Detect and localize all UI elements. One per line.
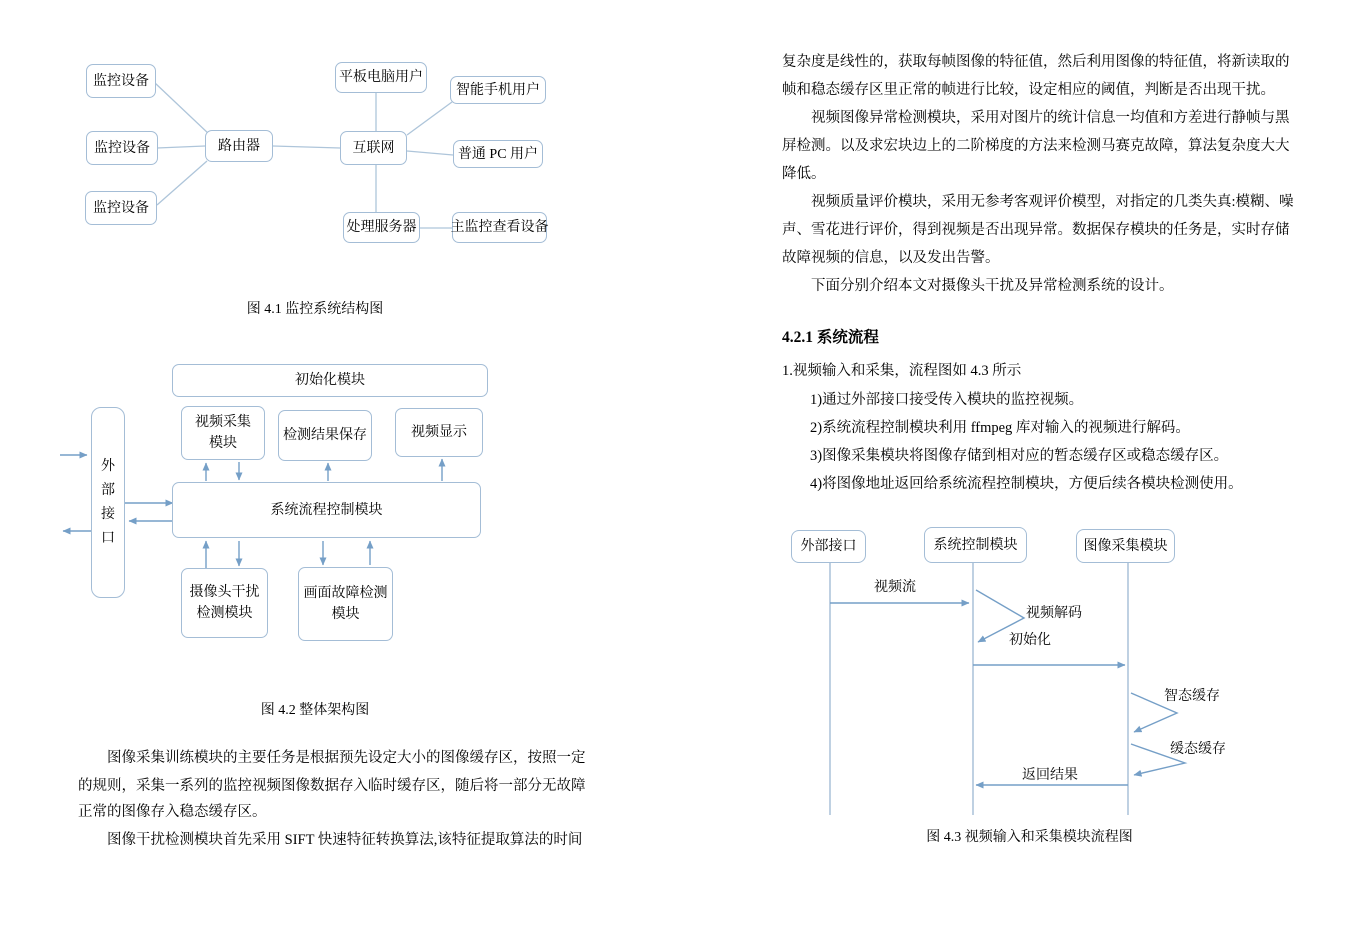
message-label-return-result: 返回结果 [1022,768,1078,783]
left-body-line-4: 图像干扰检测模块首先采用 SIFT 快速特征转换算法,该特征提取算法的时间 [107,832,583,848]
node-label: 主监控查看设备 [450,220,549,235]
list-item-3: 3)图像采集模块将图像存储到相对应的暂态缓存区或稳态缓存区。 [810,448,1229,464]
section-heading: 4.2.1 系统流程 [782,329,879,346]
left-body-line-3: 正常的图像存入稳态缓存区。 [78,804,267,820]
line-router-internet [273,146,340,148]
node-label-line2: 模块 [331,607,360,622]
list-intro: 1.视频输入和采集，流程图如 4.3 所示 [782,363,1022,379]
node-label: 监控设备 [94,140,150,156]
node-label: 系统控制模块 [933,537,1018,553]
figure2-node-camera-detect [181,568,268,638]
node-label: 初始化模块 [295,373,365,388]
node-label: 平板电脑用户 [339,70,423,85]
right-body-line-1: 复杂度是线性的，获取每帧图像的特征值，然后利用图像的特征值，将新读取的 [782,54,1290,70]
figure3-caption: 图 4.3 视频输入和采集模块流程图 [926,830,1133,845]
node-label-line2: 模块 [209,436,237,451]
node-label: 监控设备 [93,200,149,216]
figure1-caption: 图 4.1 监控系统结构图 [246,302,384,317]
figure1-node-router [205,130,273,162]
figure1-node-tablet-user [335,62,427,93]
figure2-caption: 图 4.2 整体架构图 [260,703,370,718]
figure1-node-phone-user [450,76,546,104]
node-label: 外部接口 [800,539,857,554]
figure2-node-flow-control [172,482,481,538]
figure3-node-system-control [924,527,1027,563]
right-body-line-4: 屏检测。以及求宏块边上的二阶梯度的方法来检测马赛克故障，算法复杂度大大 [782,138,1290,154]
node-label: 互联网 [352,140,395,156]
node-label: 图像采集模块 [1083,538,1168,554]
message-label-video-stream: 视频流 [874,580,916,595]
list-item-2: 2)系统流程控制模块利用 ffmpeg 库对输入的视频进行解码。 [810,420,1190,436]
figure1-node-main-viewer [452,212,547,243]
figure1-node-monitor-1 [86,64,156,98]
figure1-node-server [343,212,420,243]
figure2-node-video-display [395,408,483,457]
line-monitor3-router [157,161,207,205]
message-label-initialize: 初始化 [1009,633,1051,648]
node-label: 视频显示 [411,425,467,440]
right-body-line-9: 下面分别介绍本文对摄像头干扰及异常检测系统的设计。 [811,278,1174,294]
right-body-line-7: 声、雪花进行评价，得到视频是否出现异常。数据保存模块的任务是，实时存储 [782,222,1290,238]
right-body-line-8: 故障视频的信息，以及发出告警。 [782,250,1000,266]
figure1-node-pc-user [453,140,543,168]
node-label: 普通 PC 用户 [457,146,539,162]
figure1-node-monitor-2 [86,131,158,165]
node-label: 智能手机用户 [456,82,540,98]
message-label-stable-cache: 缓态缓存 [1170,742,1226,757]
line-monitor1-router [155,83,210,135]
figure1-node-monitor-3 [85,191,157,225]
node-label: 外部接口 [101,458,115,546]
node-label-line2: 检测模块 [196,606,253,621]
node-label: 监控设备 [93,73,149,89]
figure3-node-image-capture [1076,529,1175,563]
figure2-node-init-module [172,364,488,397]
list-item-4: 4)将图像地址返回给系统流程控制模块，方便后续各模块检测使用。 [810,476,1243,492]
figure3-node-external-interface [791,530,866,563]
list-item-1: 1)通过外部接口接受传入模块的监控视频。 [810,392,1084,408]
node-label-line1: 视频采集 [195,415,251,430]
figure2-node-external-interface [91,407,125,598]
line-monitor2-router [157,146,205,148]
node-label: 路由器 [218,138,260,154]
figure2-node-video-capture [181,406,265,460]
right-body-line-5: 降低。 [782,166,826,182]
node-label: 系统流程控制模块 [270,502,383,518]
left-body-line-1: 图像采集训练模块的主要任务是根据预先设定大小的图像缓存区，按照一定 [107,750,586,766]
node-label-line1: 摄像头干扰 [189,585,260,600]
node-label-line1: 画面故障检测 [303,586,388,601]
figure2-node-result-save [278,410,372,461]
message-label-temp-cache: 智态缓存 [1164,689,1220,704]
message-label-video-decode: 视频解码 [1026,606,1082,621]
figure1-node-internet [340,131,407,165]
figure2-node-fault-detect [298,567,393,641]
figure3-sequence-lines [780,520,1250,820]
node-label: 检测结果保存 [283,428,367,443]
line-internet-pc [407,151,453,155]
right-body-line-2: 帧和稳态缓存区里正常的帧进行比较，设定相应的阈值，判断是否出现干扰。 [782,82,1275,98]
right-body-line-6: 视频质量评价模块，采用无参考客观评价模型，对指定的几类失真:模糊、噪 [811,194,1294,210]
left-body-line-2: 的规则，采集一系列的监控视频图像数据存入临时缓存区，随后将一部分无故障 [78,778,586,794]
line-internet-phone [407,102,452,135]
node-label: 处理服务器 [346,220,417,235]
right-body-line-3: 视频图像异常检测模块，采用对图片的统计信息一均值和方差进行静帧与黑 [811,110,1290,126]
